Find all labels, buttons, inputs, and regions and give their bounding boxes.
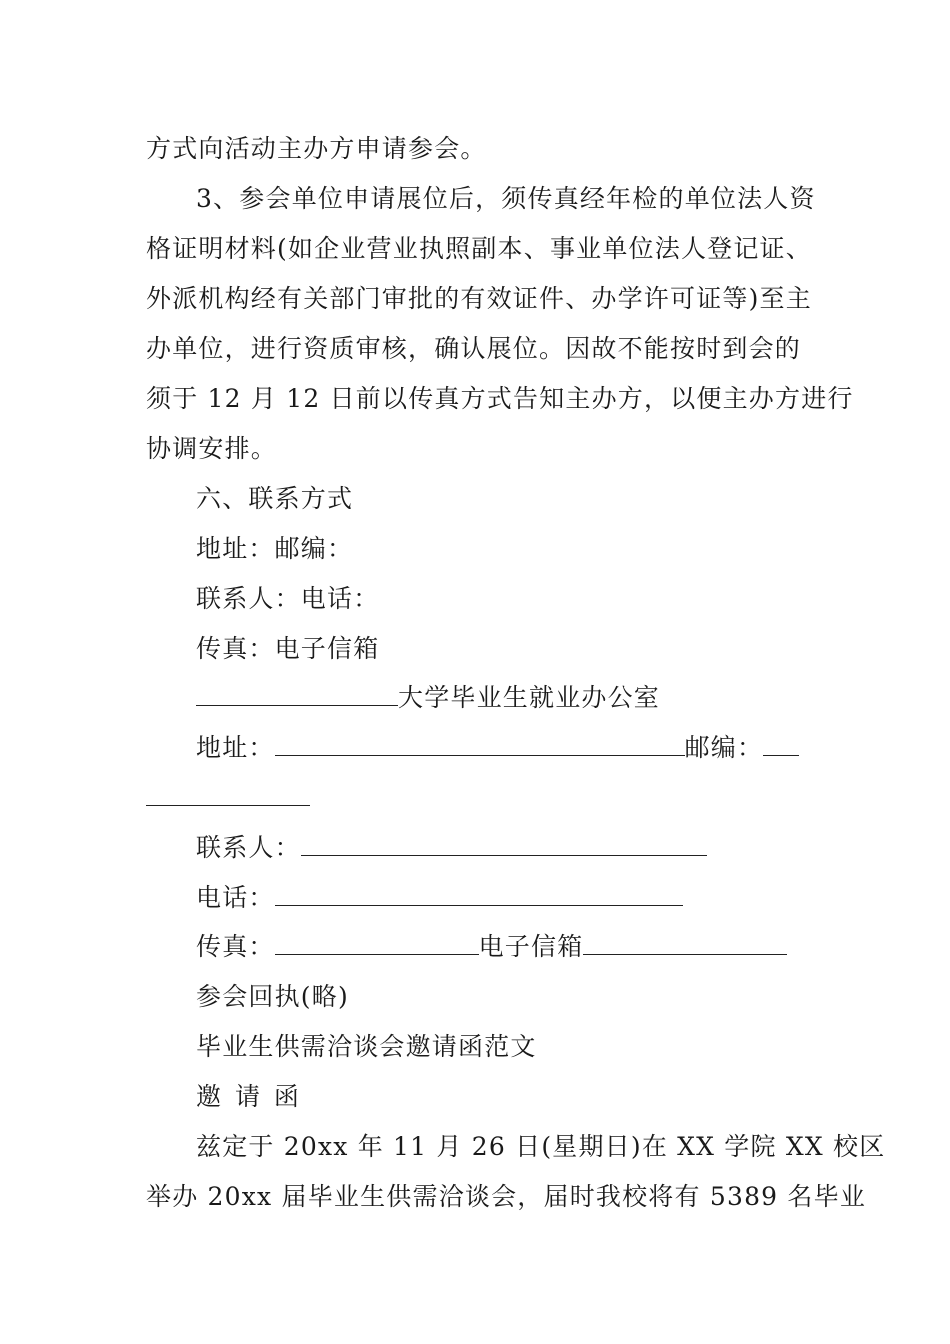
contact-blank <box>301 835 707 856</box>
paragraph-line: 须于 12 月 12 日前以传真方式告知主办方，以便主办方进行 <box>146 384 854 413</box>
address-line <box>196 731 799 765</box>
fax-blank <box>275 934 479 955</box>
contact-line: 联系人：电话： <box>196 584 380 613</box>
paragraph-line: 协调安排。 <box>146 434 278 463</box>
contact-person-line <box>196 831 707 865</box>
postcode-label: 邮编： <box>684 733 764 762</box>
contact-label: 联系人： <box>196 833 301 862</box>
paragraph-line: 外派机构经有关部门审批的有效证件、办学许可证等)至主 <box>146 284 812 313</box>
phone-blank <box>275 885 683 906</box>
invitation-heading: 邀 请 函 <box>196 1082 302 1111</box>
office-suffix: 大学毕业生就业办公室 <box>398 683 661 712</box>
fax-label: 传真： <box>196 932 275 961</box>
postcode-blank <box>763 735 799 756</box>
paragraph-line: 格证明材料(如企业营业执照副本、事业单位法人登记证、 <box>146 234 812 263</box>
contact-line: 地址：邮编： <box>196 534 354 563</box>
email-blank <box>583 934 787 955</box>
paragraph-line: 举办 20xx 届毕业生供需洽谈会，届时我校将有 5389 名毕业 <box>146 1182 867 1211</box>
postcode-blank-continued <box>146 785 310 806</box>
fax-email-line <box>196 930 787 964</box>
address-blank <box>275 735 685 756</box>
office-name-blank <box>196 685 398 706</box>
email-label: 电子信箱 <box>478 932 584 961</box>
paragraph-line: 办单位，进行资质审核，确认展位。因故不能按时到会的 <box>146 334 802 363</box>
sample-title: 毕业生供需洽谈会邀请函范文 <box>196 1032 537 1061</box>
office-line <box>196 681 660 715</box>
paragraph-line: 方式向活动主办方申请参会。 <box>146 134 487 163</box>
section-heading: 六、联系方式 <box>196 484 354 513</box>
contact-line: 传真：电子信箱 <box>196 634 380 663</box>
phone-label: 电话： <box>196 883 275 912</box>
phone-line <box>196 881 683 915</box>
paragraph-line: 3、参会单位申请展位后，须传真经年检的单位法人资 <box>196 184 816 213</box>
receipt-note: 参会回执(略) <box>196 982 349 1011</box>
paragraph-line: 兹定于 20xx 年 11 月 26 日(星期日)在 XX 学院 XX 校区 <box>196 1132 886 1161</box>
address-label: 地址： <box>196 733 275 762</box>
postcode-continuation <box>146 781 310 815</box>
